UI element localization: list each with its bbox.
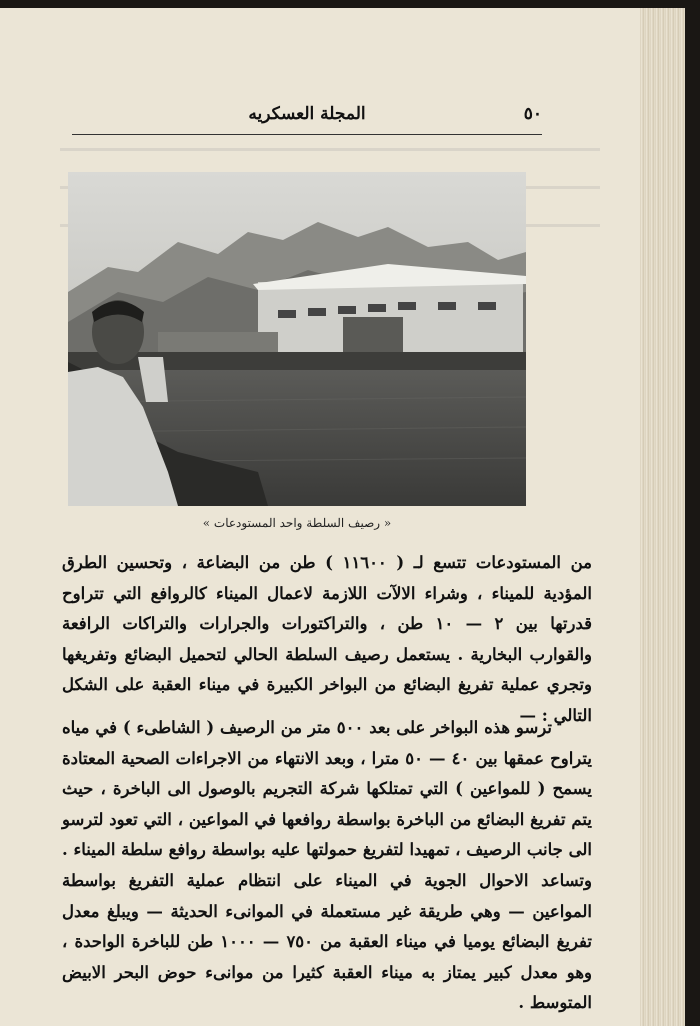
photo-caption: « رصيف السلطة واحد المستودعات »: [202, 516, 392, 530]
harbor-photo-illustration: [68, 172, 526, 506]
paragraph-1: من المستودعات تتسع لـ ( ١١٦٠٠ ) طن من البضاعة ، وتحسين الطرق المؤدية للميناء ، وشراء الالآت اللازمة لاعمال الميناء كالروافع التي تتراوح قدرتها بين ٢ — ١٠ طن ، والتراكتورات والجرارات والتراكات الرافعة والقوارب البخارية . يستعمل رصيف السلطة الحالي لتحميل البضائع وتفريغها وتجري عملية تفريغ البضائع من البواخر الكبيرة في ميناء العقبة على الشكل التالي : —: [62, 553, 592, 725]
show-through-line: [60, 148, 600, 151]
page-number: ٥٠: [523, 104, 542, 124]
page-edges: [640, 8, 685, 1026]
running-title: المجلة العسكريه: [248, 104, 366, 124]
paragraph-2: ترسو هذه البواخر على بعد ٥٠٠ متر من الرصيف ( الشاطىء ) في مياه يتراوح عمقها بين ٤٠ — ٥٠ مترا ، وبعد الانتهاء من الاجراءات الصحية المعتادة يسمح ( للمواعين ) التي تمتلكها شركة التجريم بالوصول الى الباخرة ، حيث يتم تفريغ البضائع من الباخرة بواسطة روافعها في المواعين ، التي تعود لترسو الى جانب الرصيف ، تمهيدا لتفريغ حمولتها عليه بواسطة روافع سلطة الميناء . وتساعد الاحوال الجوية في الميناء على انتظام عملية التفريغ بواسطة المواعين — وهي طريقة غير مستعملة في الموانىء الحديثة — ويبلغ معدل تفريغ البضائع يوميا في ميناء العقبة من ٧٥٠ — ١٠٠٠ طن للباخرة الواحدة ، وهو معدل كبير يمتاز به ميناء العقبة كثيرا من موانىء حوض البحر الابيض المتوسط .: [62, 718, 592, 1013]
page-header: [72, 104, 542, 135]
harbor-photo: [68, 172, 526, 506]
